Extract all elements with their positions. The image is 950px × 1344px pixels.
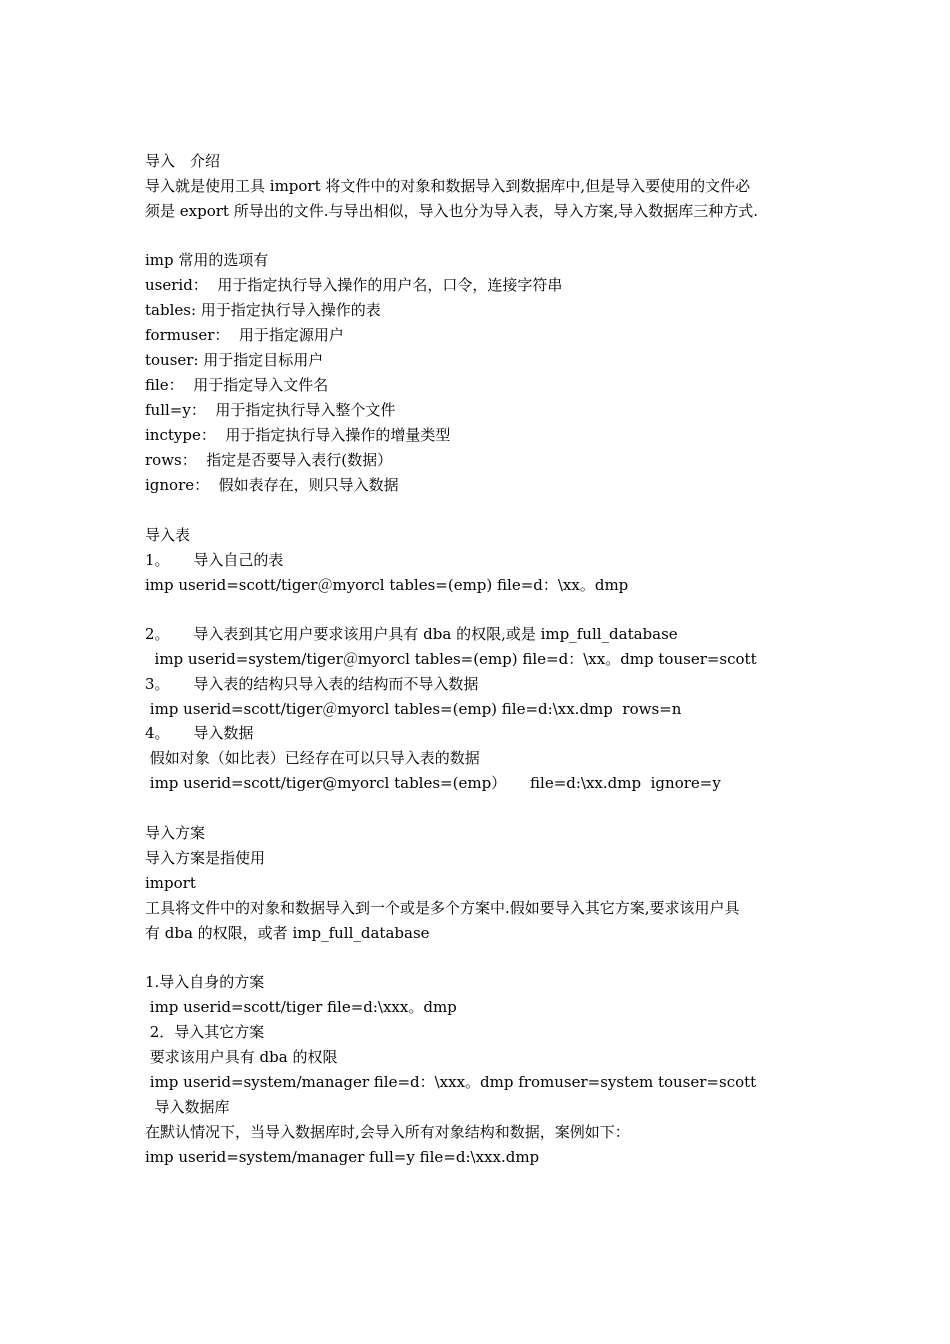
command-line: imp userid=scott/tiger file=d:\xxx。dmp: [145, 998, 457, 1016]
paragraph-line: 有 dba 的权限，或者 imp_full_database: [145, 924, 430, 942]
paragraph-line: 须是 export 所导出的文件.与导出相似，导入也分为导入表，导入方案,导入数据库三种方式.: [145, 202, 759, 220]
list-item: 2。 导入表到其它用户要求该用户具有 dba 的权限,或是 imp_full_database: [145, 625, 678, 643]
option-formuser: formuser： 用于指定源用户: [145, 326, 344, 344]
heading-import-intro: 导入 介绍: [145, 152, 221, 170]
option-tables: tables: 用于指定执行导入操作的表: [145, 301, 381, 319]
paragraph-line: 假如对象（如比表）已经存在可以只导入表的数据: [145, 749, 480, 767]
command-line: imp userid=scott/tiger＠myorcl tables=(emp) file=d:\xx.dmp rows=n: [145, 700, 682, 718]
paragraph-line: 导入方案是指使用: [145, 849, 266, 867]
heading-import-database: 导入数据库: [145, 1098, 230, 1116]
paragraph-line: 要求该用户具有 dba 的权限: [145, 1048, 338, 1066]
paragraph-line: import: [145, 874, 196, 892]
option-full: full=y： 用于指定执行导入整个文件: [145, 401, 396, 419]
option-ignore: ignore： 假如表存在，则只导入数据: [145, 476, 399, 494]
option-file: file： 用于指定导入文件名: [145, 376, 329, 394]
list-item: 1。 导入自己的表: [145, 551, 284, 569]
list-item: 4。 导入数据: [145, 724, 254, 742]
option-inctype: inctype： 用于指定执行导入操作的增量类型: [145, 426, 451, 444]
command-line: imp userid=system/tiger＠myorcl tables=(emp) file=d：\xx。dmp touser=scott: [145, 650, 757, 668]
command-line: imp userid=system/manager file=d：\xxx。dmp fromuser=system touser=scott: [145, 1073, 757, 1091]
command-line: imp userid=scott/tiger＠myorcl tables=(emp) file=d：\xx。dmp: [145, 576, 629, 594]
heading-import-table: 导入表: [145, 526, 191, 544]
paragraph-line: 工具将文件中的对象和数据导入到一个或是多个方案中.假如要导入其它方案,要求该用户具: [145, 899, 740, 917]
command-line: imp userid=system/manager full=y file=d:\xxx.dmp: [145, 1148, 540, 1166]
option-rows: rows： 指定是否要导入表行(数据）: [145, 451, 393, 469]
list-item: 1.导入自身的方案: [145, 973, 265, 991]
list-item: 2．导入其它方案: [145, 1023, 265, 1041]
paragraph-line: 在默认情况下，当导入数据库时,会导入所有对象结构和数据，案例如下：: [145, 1123, 630, 1141]
heading-import-schema: 导入方案: [145, 824, 206, 842]
option-touser: touser: 用于指定目标用户: [145, 351, 324, 369]
heading-imp-options: imp 常用的选项有: [145, 251, 269, 269]
option-userid: userid： 用于指定执行导入操作的用户名，口令，连接字符串: [145, 276, 563, 294]
list-item: 3。 导入表的结构只导入表的结构而不导入数据: [145, 675, 479, 693]
paragraph-line: 导入就是使用工具 import 将文件中的对象和数据导入到数据库中,但是导入要使用的文件必: [145, 177, 751, 195]
command-line: imp userid=scott/tiger@myorcl tables=(emp） file=d:\xx.dmp ignore=y: [145, 774, 721, 792]
